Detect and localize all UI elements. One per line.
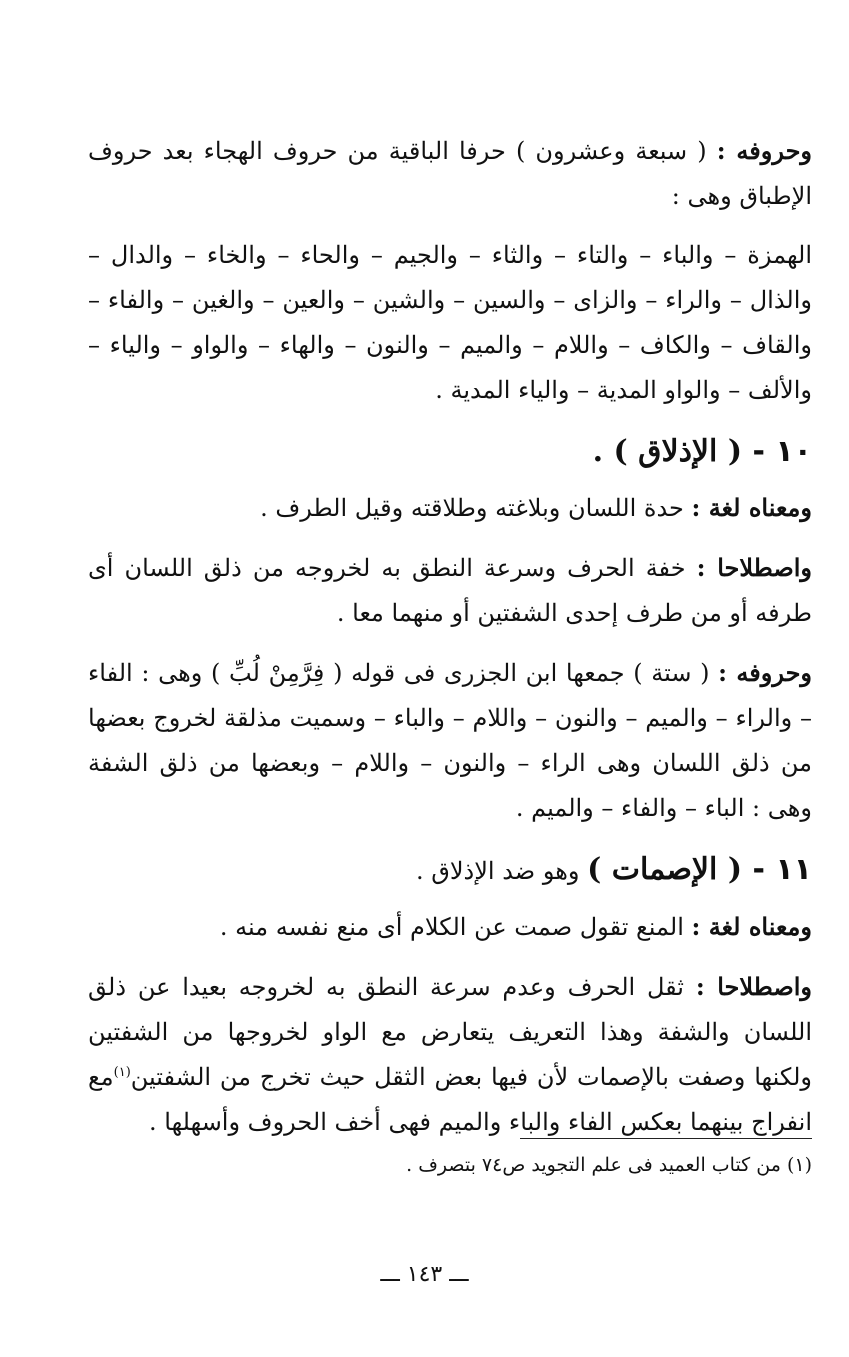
paragraph-istilah-11 bbox=[88, 964, 812, 1145]
page-body bbox=[88, 128, 812, 1151]
section-title: ( الإذلاق ) . bbox=[592, 434, 743, 469]
paragraph-text-continued: مع انفراج بينهما بعكس الفاء والباء والميم فهى أخف الحروف وأسهلها . bbox=[88, 1063, 812, 1136]
section-title-rest: وهو ضد الإذلاق . bbox=[415, 857, 588, 885]
lead-word: وحروفه : bbox=[716, 136, 813, 165]
lead-word: ومعناه لغة : bbox=[691, 912, 812, 941]
page-number: ـــ ١٤٣ ـــ bbox=[380, 1262, 469, 1287]
section-number: ١٠ - bbox=[752, 434, 812, 469]
section-heading-10 bbox=[88, 427, 812, 477]
paragraph-huroof-10 bbox=[88, 650, 812, 831]
section-number: ١١ - bbox=[752, 852, 812, 887]
footnote-marker[interactable]: (١) bbox=[113, 1065, 131, 1080]
footnote: (١) من كتاب العميد فى علم التجويد ص٧٤ بتصرف . bbox=[406, 1154, 812, 1176]
paragraph-text: ثقل الحرف وعدم سرعة النطق به لخروجه بعيدا عن ذلق اللسان والشفة وهذا التعريف يتعارض مع الواو لخروجها من الشفتين ولكنها وصفت بالإصمات لأن فيها بعض الثقل حيث تخرج من الشفتين bbox=[88, 973, 813, 1091]
paragraph-text: حدة اللسان وبلاغته وطلاقته وقيل الطرف . bbox=[260, 494, 692, 522]
section-title: ( الإصمات ) bbox=[587, 852, 743, 887]
section-heading-11 bbox=[88, 845, 812, 896]
footnote-separator bbox=[520, 1138, 812, 1139]
paragraph-lugha-11 bbox=[88, 904, 812, 950]
paragraph-lugha-10 bbox=[88, 485, 812, 531]
lead-word: وحروفه : bbox=[718, 658, 813, 687]
lead-word: واصطلاحا : bbox=[695, 972, 813, 1001]
paragraph-huroof-27 bbox=[88, 128, 812, 219]
paragraph-text: ( سبعة وعشرون ) حرفا الباقية من حروف الهجاء بعد حروف الإطباق وهى : bbox=[88, 137, 812, 210]
lead-word: ومعناه لغة : bbox=[691, 493, 812, 522]
paragraph-text: المنع تقول صمت عن الكلام أى منع نفسه منه . bbox=[219, 913, 692, 941]
paragraph-text: خفة الحرف وسرعة النطق به لخروجه من ذلق اللسان أى طرفه أو من طرف إحدى الشفتين أو منهما معا . bbox=[88, 554, 812, 627]
letters-list: الهمزة – والباء – والتاء – والثاء – والجيم – والحاء – والخاء – والدال – والذال – والراء – والزاى – والسين – والشين – والعين – والغين – والفاء – والقاف – والكاف – واللام – والميم – والنون – والهاء – والواو – والياء – والألف – والواو المدية – والياء المدية . bbox=[88, 241, 812, 404]
paragraph-istilah-10 bbox=[88, 545, 812, 636]
lead-word: واصطلاحا : bbox=[696, 553, 812, 582]
paragraph-text: ( ستة ) جمعها ابن الجزرى فى قوله ( فِرَّمِنْ لُبِّ ) وهى : الفاء – والراء – والميم – والنون – واللام – والباء – وسميت مذلقة لخروج بعضها من ذلق اللسان وهى الراء – والنون – واللام – وبعضها من ذلق الشفة وهى : الباء – والفاء – والميم . bbox=[88, 659, 812, 822]
